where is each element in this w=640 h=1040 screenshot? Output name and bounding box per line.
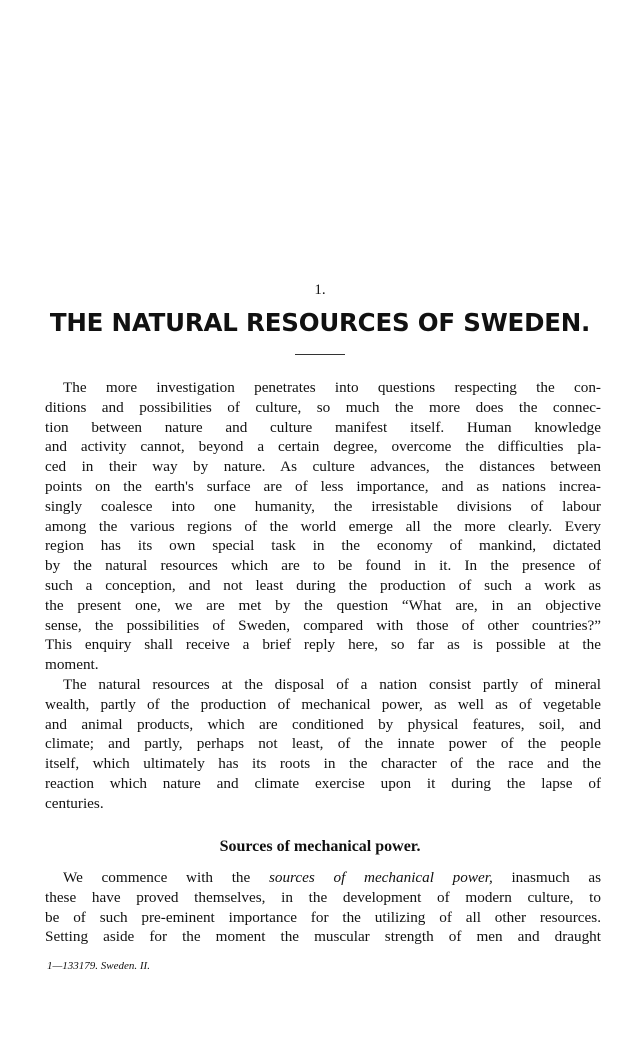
text-line: the present one, we are met by the question “What are, in an objective: [45, 596, 601, 614]
title-rule: [295, 354, 345, 355]
text-line: by the natural resources which are to be found in it. In the presence of: [45, 557, 601, 575]
paragraph-1: [45, 378, 601, 675]
text-line: climate; and partly, perhaps not least, of the innate power of the people: [45, 735, 601, 753]
text-run: We commence with the: [63, 869, 269, 886]
text-line: ditions and possibilities of culture, so much the more does the connec-: [45, 398, 601, 416]
text-run: inasmuch as: [492, 869, 601, 886]
text-line: centuries.: [45, 794, 104, 812]
section-heading: Sources of mechanical power.: [219, 838, 421, 855]
text-line: reaction which nature and climate exercise upon it during the lapse of: [45, 774, 601, 792]
text-line: these have proved themselves, in the development of modern culture, to: [45, 888, 601, 906]
text-line: and activity cannot, beyond a certain degree, overcome the difficulties pla-: [45, 438, 601, 456]
text-line: points on the earth's surface are of less importance, and as nations increa-: [45, 477, 601, 495]
text-line: sense, the possibilities of Sweden, compared with those of other countries?”: [45, 616, 601, 634]
paragraph-2: [45, 675, 601, 814]
text-line: This enquiry shall receive a brief reply here, so far as is possible at the: [45, 636, 601, 654]
chapter-title: THE NATURAL RESOURCES OF SWEDEN.: [49, 308, 591, 337]
text-line: wealth, partly of the production of mechanical power, as well as of vegetable: [45, 695, 601, 713]
text-line: among the various regions of the world emerge all the more clearly. Every: [45, 517, 601, 535]
text-line: and animal products, which are conditioned by physical features, soil, and: [45, 715, 601, 733]
text-line: moment.: [45, 656, 99, 674]
text-line: region has its own special task in the economy of mankind, dictated: [45, 537, 601, 555]
emphasis-text: sources of mechanical power,: [268, 869, 493, 886]
chapter-number: 1.: [314, 282, 326, 298]
paragraph-3: [45, 868, 601, 947]
text-line: singly coalesce into one humanity, the irresistable divisions of labour: [45, 497, 601, 515]
text-line: ced in their way by nature. As culture advances, the distances between: [45, 458, 601, 476]
text-line: such a conception, and not least during the production of such a work as: [45, 576, 601, 594]
text-line: Setting aside for the moment the muscular strength of men and draught: [45, 928, 601, 946]
text-line: The natural resources at the disposal of a nation consist partly of mineral: [63, 676, 601, 693]
text-line: [45, 868, 601, 888]
text-line: itself, which ultimately has its roots in the character of the race and the: [45, 755, 601, 773]
text-line: The more investigation penetrates into questions respecting the con-: [63, 379, 601, 396]
text-line: be of such pre-eminent importance for the utilizing of all other resources.: [45, 908, 601, 926]
text-line: tion between nature and culture manifest itself. Human knowledge: [45, 418, 601, 436]
page-signature: 1—133179. Sweden. II.: [47, 960, 150, 972]
